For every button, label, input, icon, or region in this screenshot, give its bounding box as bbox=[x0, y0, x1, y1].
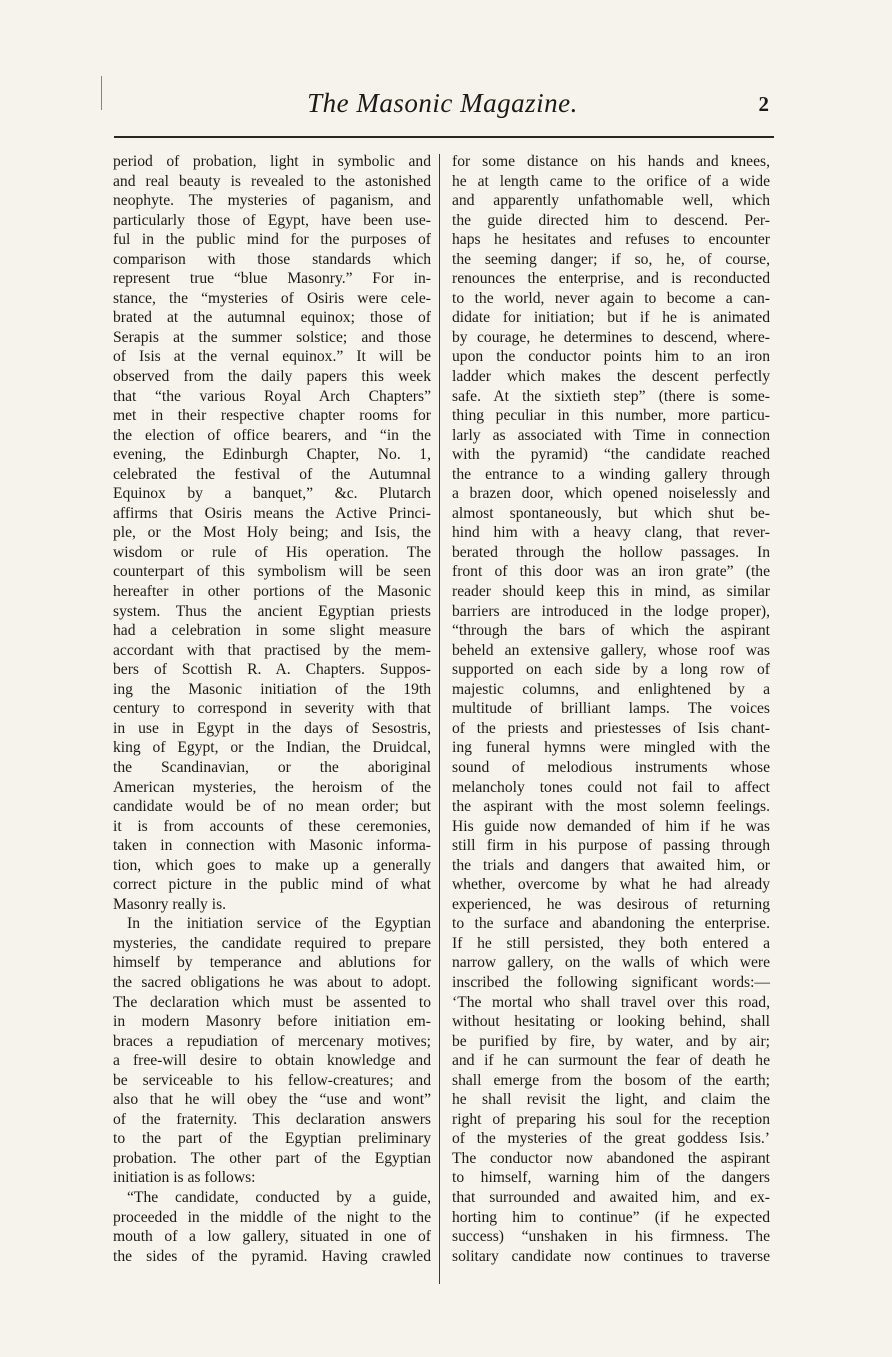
text-line: that “the various Royal Arch Chapters” bbox=[113, 387, 431, 405]
text-line: met in their respective chapter rooms for bbox=[113, 407, 431, 425]
text-line: for some distance on his hands and knees, bbox=[452, 153, 770, 170]
text-line: affirms that Osiris means the Active Princi- bbox=[113, 504, 431, 522]
text-line: to himself, warning him of the dangers bbox=[452, 1169, 770, 1187]
text-line: of the mysteries of the great goddess Isis.’ bbox=[452, 1130, 770, 1148]
text-line: the Scandinavian, or the aboriginal bbox=[113, 758, 431, 776]
text-line: inscribed the following significant words:— bbox=[452, 973, 770, 991]
text-line: front of this door was an iron grate” (the bbox=[452, 563, 770, 581]
text-line: and apparently unfathomable well, which bbox=[452, 192, 770, 210]
text-line: evening, the Edinburgh Chapter, No. 1, bbox=[113, 446, 431, 464]
text-line: particularly those of Egypt, have been use- bbox=[113, 211, 431, 229]
text-line: accordant with that practised by the mem- bbox=[113, 641, 431, 659]
text-line: narrow gallery, on the walls of which were bbox=[452, 954, 770, 972]
text-line: The conductor now abandoned the aspirant bbox=[452, 1149, 770, 1167]
right-column bbox=[452, 152, 770, 1266]
text-line: ing funeral hymns were mingled with the bbox=[452, 739, 770, 757]
header-rule bbox=[114, 136, 774, 138]
text-line: thing peculiar in this number, more particu- bbox=[452, 407, 770, 425]
text-line: upon the conductor points him to an iron bbox=[452, 348, 770, 366]
text-line: sound of melodious instruments whose bbox=[452, 758, 770, 776]
column-divider bbox=[439, 154, 440, 1284]
text-line: larly as associated with Time in connection bbox=[452, 426, 770, 444]
text-line: taken in connection with Masonic informa- bbox=[113, 837, 431, 855]
text-line: himself by temperance and ablutions for bbox=[113, 954, 431, 972]
text-line: haps he hesitates and refuses to encounter bbox=[452, 231, 770, 249]
page-header bbox=[110, 84, 775, 130]
text-line: and if he can surmount the fear of death he bbox=[452, 1052, 770, 1070]
text-line: almost spontaneously, but which shut be- bbox=[452, 504, 770, 522]
text-line: proceeded in the middle of the night to the bbox=[113, 1208, 431, 1226]
text-line: to the part of the Egyptian preliminary bbox=[113, 1130, 431, 1148]
text-line: renounces the enterprise, and is reconducted bbox=[452, 270, 770, 288]
text-line: a free-will desire to obtain knowledge and bbox=[113, 1052, 431, 1070]
page-number: 2 bbox=[758, 92, 769, 116]
text-line: period of probation, light in symbolic and bbox=[113, 153, 431, 170]
text-line: neophyte. The mysteries of paganism, and bbox=[113, 192, 431, 210]
text-line: in modern Masonry before initiation em- bbox=[113, 1013, 431, 1031]
text-line: right of preparing his soul for the reception bbox=[452, 1110, 770, 1128]
text-line: whether, overcome by what he had already bbox=[452, 876, 770, 894]
magazine-title: The Masonic Magazine. bbox=[307, 88, 578, 118]
text-line: majestic columns, and enlightened by a bbox=[452, 680, 770, 698]
text-line: wisdom or rule of His operation. The bbox=[113, 543, 431, 561]
text-line: initiation is as follows: bbox=[113, 1169, 256, 1187]
text-line: of the fraternity. This declaration answers bbox=[113, 1110, 431, 1128]
text-line: success) “unshaken in his firmness. The bbox=[452, 1228, 770, 1246]
text-line: correct picture in the public mind of what bbox=[113, 876, 431, 894]
text-line: ‘The mortal who shall travel over this road, bbox=[452, 993, 770, 1011]
text-line: “through the bars of which the aspirant bbox=[452, 622, 770, 640]
text-line: experienced, he was desirous of returning bbox=[452, 895, 770, 913]
text-line: stance, the “mysteries of Osiris were cele- bbox=[113, 289, 431, 307]
text-line: counterpart of this symbolism will be seen bbox=[113, 563, 431, 581]
text-line: to the surface and abandoning the enterprise. bbox=[452, 915, 770, 933]
text-line: In the initiation service of the Egyptian bbox=[127, 915, 431, 933]
text-line: Equinox by a banquet,” &c. Plutarch bbox=[113, 485, 431, 503]
text-line: in use in Egypt in the days of Sesostris, bbox=[113, 719, 431, 737]
text-line: If he still persisted, they both entered a bbox=[452, 934, 770, 952]
text-line: of the priests and priestesses of Isis chant- bbox=[452, 719, 770, 737]
text-line: melancholy tones could not fail to affect bbox=[452, 778, 770, 796]
text-line: by courage, he determines to descend, where- bbox=[452, 328, 770, 346]
text-line: with the pyramid) “the candidate reached bbox=[452, 446, 770, 464]
text-line: be purified by fire, by water, and by air; bbox=[452, 1032, 770, 1050]
text-line: the entrance to a winding gallery through bbox=[452, 465, 770, 483]
text-line: His guide now demanded of him if he was bbox=[452, 817, 770, 835]
text-line: hind him with a heavy clang, that rever- bbox=[452, 524, 770, 542]
text-line: safe. At the sixtieth step” (there is some- bbox=[452, 387, 770, 405]
text-line: multitude of brilliant lamps. The voices bbox=[452, 700, 770, 718]
text-line: candidate would be of no mean order; but bbox=[113, 798, 431, 816]
text-line: braces a repudiation of mercenary motives; bbox=[113, 1032, 431, 1050]
text-line: comparison with those standards which bbox=[113, 250, 431, 268]
text-line: ing the Masonic initiation of the 19th bbox=[113, 680, 431, 698]
text-line: the guide directed him to descend. Per- bbox=[452, 211, 770, 229]
text-line: The declaration which must be assented to bbox=[113, 993, 431, 1011]
text-line: be serviceable to his fellow-creatures; and bbox=[113, 1071, 431, 1089]
text-line: to the world, never again to become a can- bbox=[452, 289, 770, 307]
text-line: he shall revisit the light, and claim the bbox=[452, 1091, 770, 1109]
text-line: represent true “blue Masonry.” For in- bbox=[113, 270, 431, 288]
text-line: brated at the autumnal equinox; those of bbox=[113, 309, 431, 327]
text-line: probation. The other part of the Egyptian bbox=[113, 1149, 431, 1167]
text-line: berated through the hollow passages. In bbox=[452, 543, 770, 561]
text-line: the election of office bearers, and “in the bbox=[113, 426, 431, 444]
text-line: the aspirant with the most solemn feelings. bbox=[452, 798, 770, 816]
text-line: Serapis at the summer solstice; and those bbox=[113, 328, 431, 346]
text-line: it is from accounts of these ceremonies, bbox=[113, 817, 431, 835]
text-line: beheld an extensive gallery, whose roof was bbox=[452, 641, 770, 659]
text-line: shall emerge from the bosom of the earth; bbox=[452, 1071, 770, 1089]
text-line: observed from the daily papers this week bbox=[113, 368, 431, 386]
text-line: bers of Scottish R. A. Chapters. Suppos- bbox=[113, 661, 431, 679]
text-line: mouth of a low gallery, situated in one of bbox=[113, 1228, 431, 1246]
text-line: solitary candidate now continues to traverse bbox=[452, 1247, 770, 1265]
text-line: he at length came to the orifice of a wide bbox=[452, 172, 770, 190]
text-line: ladder which makes the descent perfectly bbox=[452, 368, 770, 386]
text-line: had a celebration in some slight measure bbox=[113, 622, 431, 640]
text-line: the sides of the pyramid. Having crawled bbox=[113, 1247, 431, 1265]
text-line: the trials and dangers that awaited him, or bbox=[452, 856, 770, 874]
text-line: hereafter in other portions of the Masonic bbox=[113, 583, 431, 601]
text-line: king of Egypt, or the Indian, the Druidcal, bbox=[113, 739, 431, 757]
text-line: ple, or the Most Holy being; and Isis, the bbox=[113, 524, 431, 542]
text-line: didate for initiation; but if he is animated bbox=[452, 309, 770, 327]
text-line: of Isis at the vernal equinox.” It will be bbox=[113, 348, 431, 366]
left-column bbox=[113, 152, 431, 1266]
text-line: that surrounded and awaited him, and ex- bbox=[452, 1188, 770, 1206]
text-line: Masonry really is. bbox=[113, 895, 227, 913]
text-line: a brazen door, which opened noiselessly and bbox=[452, 485, 770, 503]
margin-mark bbox=[101, 76, 102, 110]
text-line: still firm in his purpose of passing through bbox=[452, 837, 770, 855]
text-line: and real beauty is revealed to the astonished bbox=[113, 172, 431, 190]
text-line: tion, which goes to make up a generally bbox=[113, 856, 431, 874]
text-line: supported on each side by a long row of bbox=[452, 661, 770, 679]
text-line: “The candidate, conducted by a guide, bbox=[127, 1188, 431, 1206]
text-line: ful in the public mind for the purposes of bbox=[113, 231, 431, 249]
text-line: barriers are introduced in the lodge proper), bbox=[452, 602, 770, 620]
text-line: the seeming danger; if so, he, of course, bbox=[452, 250, 770, 268]
text-line: horting him to continue” (if he expected bbox=[452, 1208, 770, 1226]
text-line: without hesitating or looking behind, shall bbox=[452, 1013, 770, 1031]
text-line: American mysteries, the heroism of the bbox=[113, 778, 431, 796]
text-line: celebrated the festival of the Autumnal bbox=[113, 465, 431, 483]
text-line: also that he will obey the “use and wont” bbox=[113, 1091, 431, 1109]
text-line: reader should keep this in mind, as similar bbox=[452, 583, 770, 601]
text-line: mysteries, the candidate required to prepare bbox=[113, 934, 431, 952]
text-line: century to correspond in severity with that bbox=[113, 700, 431, 718]
text-line: system. Thus the ancient Egyptian priests bbox=[113, 602, 431, 620]
text-line: the sacred obligations he was about to adopt. bbox=[113, 973, 431, 991]
